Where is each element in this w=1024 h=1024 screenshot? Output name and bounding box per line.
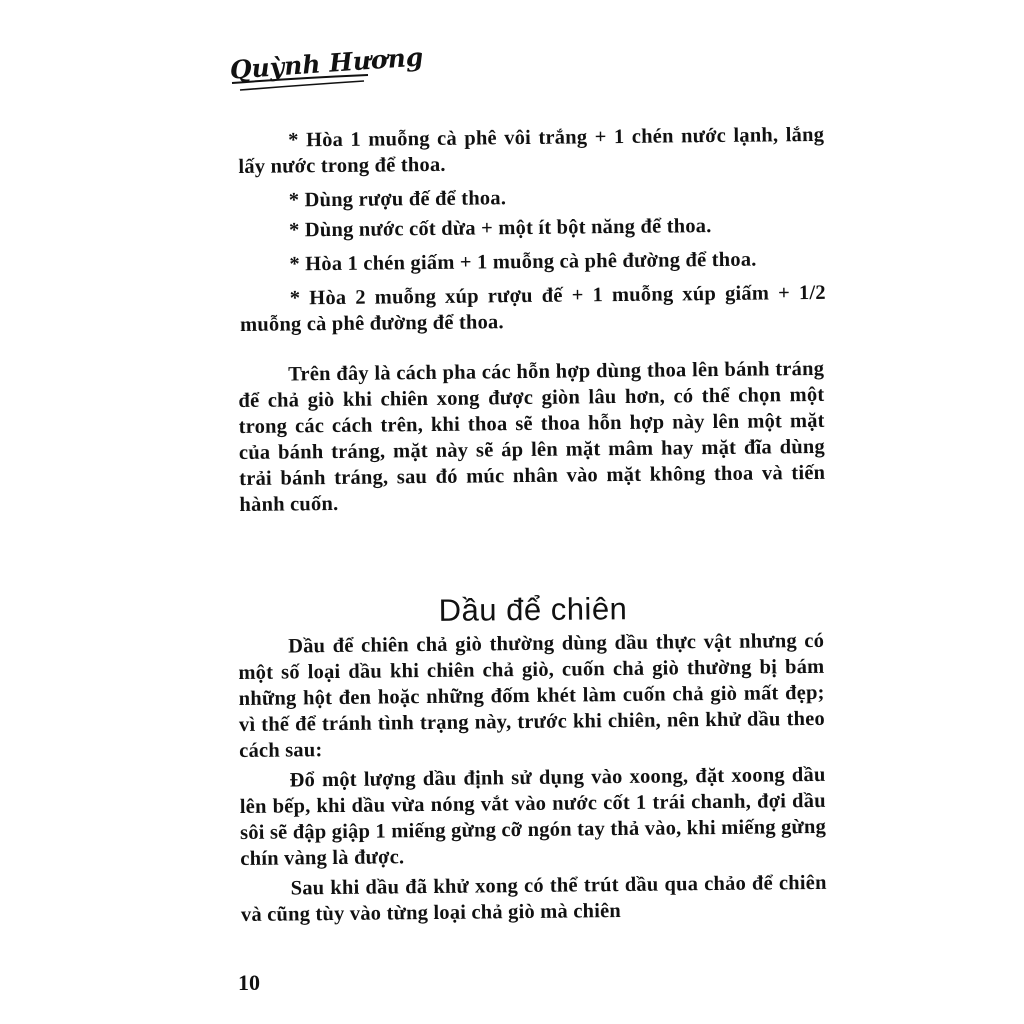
paragraph: Dầu để chiên chả giò thường dùng dầu thực vật nhưng có một số loại dầu khi chiên chả giò, cuốn chả giò thường bị bám những hột đen hoặc những đốm khét làm cuốn chả giò mất đẹp; vì thế để tránh tình trạng này, trước khi chiên, nên khử dầu theo cách sau: [238,629,826,762]
signature-graphic [228,42,425,96]
paragraph: * Hòa 2 muỗng xúp rượu đế + 1 muỗng xúp giấm + 1/2 muỗng cà phê đường để thoa. [239,281,826,336]
paragraph: * Hòa 1 chén giấm + 1 muỗng cà phê đường để thoa. [289,248,757,276]
summary-block [238,356,826,518]
section-heading: Dầu để chiên [438,590,628,628]
page-number: 10 [238,970,260,995]
svg-text:Quỳnh Hương: Quỳnh Hương [228,42,425,85]
paragraph: * Hòa 1 muỗng cà phê vôi trắng + 1 chén nước lạnh, lắng lấy nước trong để thoa. [238,123,825,178]
paragraph: Trên đây là cách pha các hỗn hợp dùng thoa lên bánh tráng để chả giò khi chiên xong được giòn lâu hơn, có thể chọn một trong các cách trên, khi thoa sẽ thoa hỗn hợp này lên một mặt của bánh tráng, mặt này sẽ áp lên mặt mâm hay mặt đĩa dùng trải bánh tráng, sau đó múc nhân vào mặt không thoa và tiến hành cuốn. [238,357,826,516]
instructions-block [238,122,826,346]
paragraph: * Dùng nước cốt dừa + một ít bột năng để thoa. [288,215,712,242]
paragraph: Đổ một lượng dầu định sử dụng vào xoong, đặt xoong dầu lên bếp, khi dầu vừa nóng vắt vào nước cốt 1 trái chanh, đợi dầu sôi sẽ đập giập 1 miếng gừng cỡ ngón tay thả vào, khi miếng gừng chín vàng là được. [239,763,827,870]
paragraph: * Dùng rượu đế để thoa. [288,187,507,212]
frying-oil-block [238,628,827,932]
paragraph: Sau khi dầu đã khử xong có thể trút dầu qua chảo để chiên và cũng tùy vào từng loại chả giò mà chiên [240,871,827,926]
author-signature-logo [228,42,425,96]
